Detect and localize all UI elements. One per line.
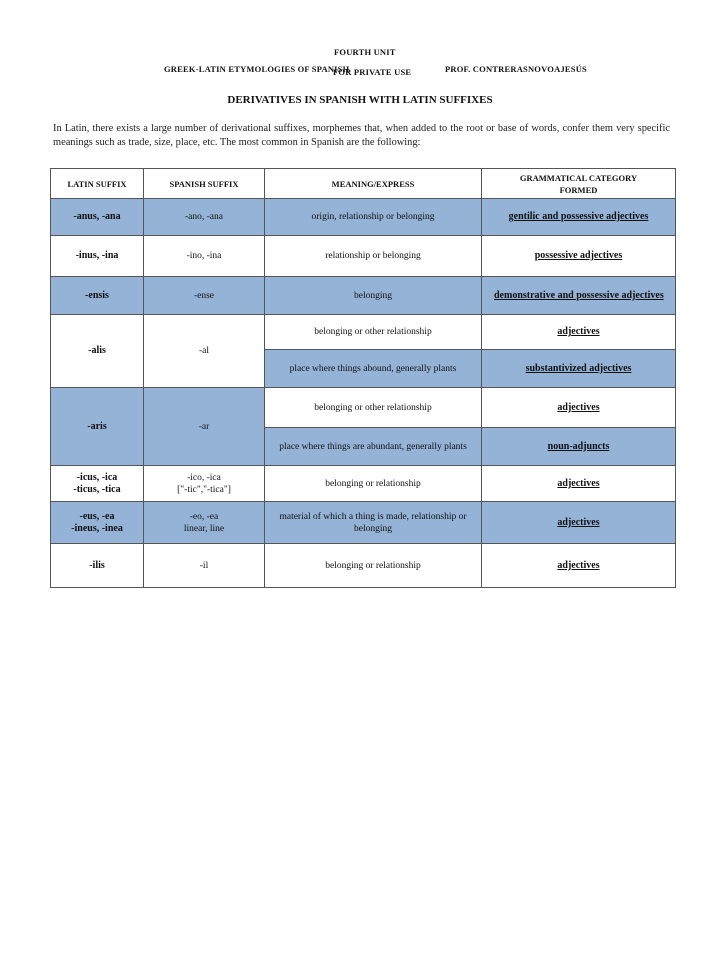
latin-suffix-line: -ticus, -tica [73,483,121,495]
table-row [51,466,676,502]
spanish-suffix-cell: -ano, -ana [144,199,265,236]
meaning-cell: belonging [265,277,482,315]
spanish-suffix-cell [144,502,265,544]
category-cell: adjectives [482,466,676,502]
category-cell: adjectives [482,315,676,350]
spanish-suffix-line: ["-tic","-tica"] [177,484,231,495]
meaning-cell: belonging or other relationship [265,388,482,428]
category-cell: noun-adjuncts [482,428,676,466]
table-row [51,544,676,588]
suffix-table [50,168,675,588]
table-row [51,388,676,428]
table-row [51,277,676,315]
spanish-suffix-cell: -ar [144,388,265,466]
latin-suffix-cell [51,502,144,544]
table-row [51,199,676,236]
meaning-cell: belonging or other relationship [265,315,482,350]
header-spanish-suffix: SPANISH SUFFIX [144,169,265,199]
category-cell: demonstrative and possessive adjectives [482,277,676,315]
spanish-suffix-cell: -il [144,544,265,588]
latin-suffix-line: -ineus, -inea [71,522,123,534]
meaning-cell: place where things abound, generally plants [265,350,482,388]
table-header-row [51,169,676,199]
header-category [482,169,676,199]
category-cell: adjectives [482,388,676,428]
latin-suffix-line: -eus, -ea [79,510,115,522]
header-category-line1: GRAMMATICAL CATEGORY [519,172,638,183]
meaning-cell: relationship or belonging [265,236,482,277]
meaning-cell: origin, relationship or belonging [265,199,482,236]
latin-suffix-cell: -anus, -ana [51,199,144,236]
latin-suffix-line: -icus, -ica [76,471,118,483]
meaning-cell: belonging or relationship [265,544,482,588]
spanish-suffix-line: -eo, -ea [189,511,219,522]
header-category-line2: FORMED [559,184,598,195]
category-cell: possessive adjectives [482,236,676,277]
meaning-cell: belonging or relationship [265,466,482,502]
latin-suffix-cell: -ensis [51,277,144,315]
category-cell: adjectives [482,502,676,544]
meaning-cell: material of which a thing is made, relationship or belonging [265,502,482,544]
latin-suffix-cell [51,466,144,502]
header-latin-suffix: LATIN SUFFIX [51,169,144,199]
table-row [51,502,676,544]
latin-suffix-cell: -ilis [51,544,144,588]
intro-paragraph: In Latin, there exists a large number of derivational suffixes, morphemes that, when added to the root or base of words, confer them very specific meanings such as trade, size, place, etc. The most common in Spanish are the following: [53,123,670,148]
document-title: DERIVATIVES IN SPANISH WITH LATIN SUFFIXES [227,94,493,106]
spanish-suffix-cell: -al [144,315,265,388]
category-cell: substantivized adjectives [482,350,676,388]
spanish-suffix-cell: -ino, -ina [144,236,265,277]
table-row [51,315,676,350]
header-meaning: MEANING/EXPRESS [265,169,482,199]
spanish-suffix-cell [144,466,265,502]
latin-suffix-cell: -inus, -ina [51,236,144,277]
spanish-suffix-line: linear, line [183,523,225,534]
professor-name: PROF. CONTRERASNOVOAJESÚS [445,64,587,74]
latin-suffix-cell: -alis [51,315,144,388]
spanish-suffix-line: -ico, -ica [187,472,221,483]
course-title: GREEK-LATIN ETYMOLOGIES OF SPANISH [164,64,350,74]
table-row [51,236,676,277]
meaning-cell: place where things are abundant, generally plants [265,428,482,466]
category-cell: gentilic and possessive adjectives [482,199,676,236]
unit-label: FOURTH UNIT [334,47,396,57]
latin-suffix-cell: -aris [51,388,144,466]
category-cell: adjectives [482,544,676,588]
spanish-suffix-cell: -ense [144,277,265,315]
private-use-label: FOR PRIVATE USE [333,67,412,77]
